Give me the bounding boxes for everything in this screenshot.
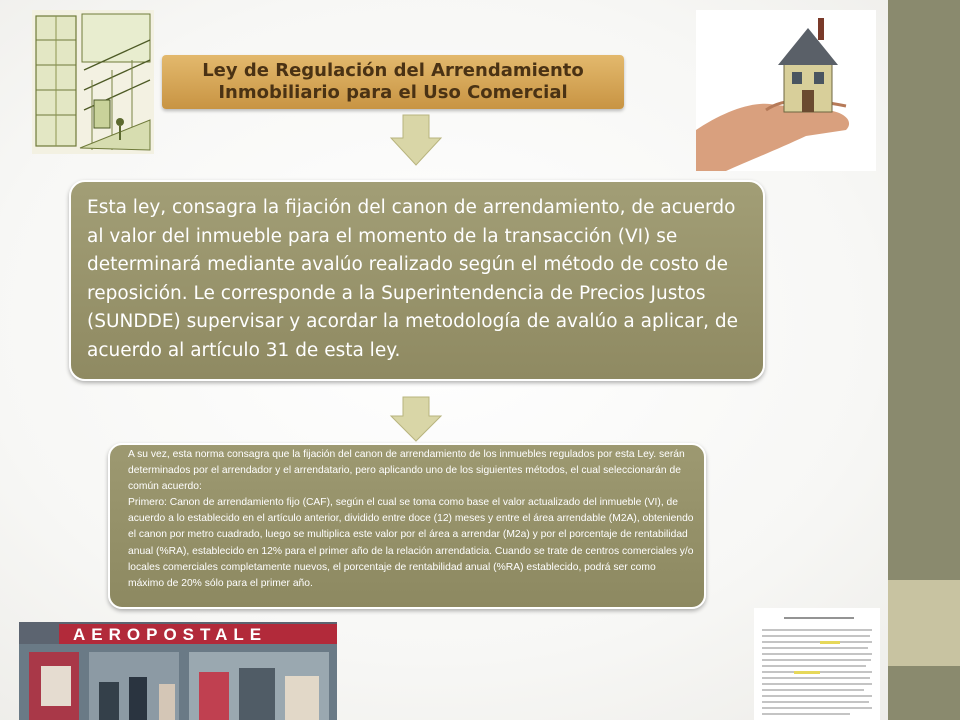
- architecture-sketch-image: [32, 10, 154, 154]
- store-photo-image: [19, 622, 337, 720]
- store-sign-text: AEROPOSTALE: [73, 625, 268, 644]
- main-text-box: [69, 180, 765, 381]
- detail-paragraph-1: A su vez, esta norma consagra que la fijación del canon de arrendamiento de los inmuebles regulados por esta Ley. serán determinados por el arrendador y el arrendatario, pero aplicando uno de los siguientes métodos, el cual seleccionarán de común acuerdo:: [128, 449, 685, 493]
- detail-paragraph-2: Primero: Canon de arrendamiento fijo (CAF), según el cual se toma como base el valor actualizado del inmueble (VI), de acuerdo a lo establecido en el artículo anterior, dividido entre doce (12) meses y entre el área arrendable (M2A), obteniendo el canon por metro cuadrado, luego se multiplica este valor por el área a arrendar (M2a) y por el porcentaje de rentabilidad anual (%RA), establecido en 12% para el primer año de la relación arrendaticia. Cuando se trate de centros comerciales y/o locales comerciales completamente nuevos, el porcentaje de rentabilidad anual (%RA) establecido, podrá ser como máximo de 20% sólo para el primer año.: [128, 497, 694, 589]
- detail-text-box: [108, 443, 706, 609]
- title-box: [162, 55, 624, 109]
- hand-holding-house-image: [696, 10, 876, 171]
- side-stripe: [888, 0, 960, 720]
- main-text: Esta ley, consagra la fijación del canon de arrendamiento, de acuerdo al valor del inmueble para el momento de la transacción (VI) se determinará mediante avalúo realizado según el método de costo de reposición. Le corresponde a la Superintendencia de Precios Justos (SUNDDE) supervisar y acordar la metodología de avalúo a aplicar, de acuerdo al artículo 31 de esta ley.: [87, 197, 738, 361]
- side-stripe-band: [888, 580, 960, 666]
- document-thumbnail-image: [754, 608, 880, 720]
- down-arrow-icon: [389, 114, 443, 166]
- down-arrow-icon: [389, 396, 443, 442]
- title-text: Ley de Regulación del Arrendamiento Inmobiliario para el Uso Comercial: [202, 60, 584, 103]
